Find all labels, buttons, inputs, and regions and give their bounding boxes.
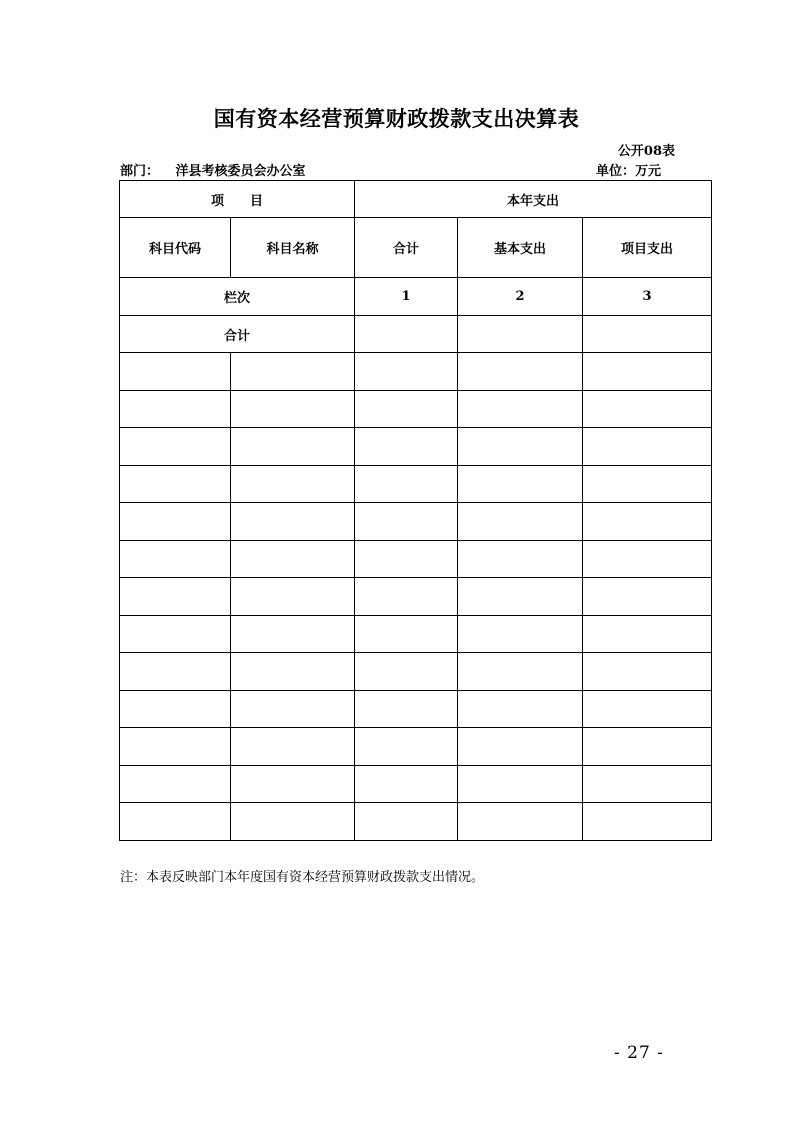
table-cell	[120, 428, 231, 466]
table-cell	[120, 578, 231, 616]
department-label: 部门：	[120, 164, 160, 179]
table-cell	[120, 353, 231, 391]
table-cell	[120, 690, 231, 728]
table-cell	[583, 390, 712, 428]
table-cell	[583, 353, 712, 391]
table-row	[120, 728, 712, 766]
table-cell	[583, 653, 712, 691]
table-cell	[458, 690, 583, 728]
table-cell	[231, 465, 355, 503]
header-total: 合计	[355, 218, 458, 278]
table-cell	[458, 465, 583, 503]
table-cell	[355, 465, 458, 503]
table-cell	[231, 503, 355, 541]
table-cell	[120, 540, 231, 578]
total-cell	[583, 316, 712, 353]
document-title: 国有资本经营预算财政拨款支出决算表	[213, 106, 580, 131]
table-cell	[583, 503, 712, 541]
table-cell	[231, 615, 355, 653]
table-row	[120, 690, 712, 728]
header-subject-code: 科目代码	[120, 218, 231, 278]
department-line	[120, 160, 670, 179]
table-cell	[355, 390, 458, 428]
table-row	[120, 578, 712, 616]
column-number-1: 1	[355, 278, 458, 316]
total-row	[120, 316, 712, 353]
table-cell	[231, 428, 355, 466]
table-cell	[583, 690, 712, 728]
table-cell	[355, 690, 458, 728]
table-cell	[458, 503, 583, 541]
table-row	[120, 540, 712, 578]
table-cell	[120, 728, 231, 766]
table-cell	[583, 615, 712, 653]
table-cell	[583, 765, 712, 803]
table-cell	[355, 428, 458, 466]
table-cell	[120, 765, 231, 803]
header-project-expenditure: 项目支出	[583, 218, 712, 278]
header-item: 项 目	[120, 181, 355, 218]
table-row	[120, 428, 712, 466]
table-cell	[583, 428, 712, 466]
expenditure-table	[119, 180, 712, 841]
table-cell	[458, 428, 583, 466]
table-cell	[120, 803, 231, 841]
table-cell	[458, 540, 583, 578]
total-row-label: 合计	[120, 316, 355, 353]
table-cell	[231, 540, 355, 578]
total-cell	[458, 316, 583, 353]
table-cell	[355, 578, 458, 616]
table-cell	[458, 353, 583, 391]
table-cell	[458, 578, 583, 616]
table-cell	[355, 803, 458, 841]
table-row	[120, 465, 712, 503]
table-cell	[458, 803, 583, 841]
table-cell	[583, 728, 712, 766]
table-row	[120, 615, 712, 653]
column-number-2: 2	[458, 278, 583, 316]
table-cell	[355, 540, 458, 578]
form-code: 公开08表	[617, 144, 675, 159]
table-cell	[583, 803, 712, 841]
table-cell	[231, 653, 355, 691]
table-cell	[231, 690, 355, 728]
total-cell	[355, 316, 458, 353]
header-basic-expenditure: 基本支出	[458, 218, 583, 278]
table-cell	[458, 653, 583, 691]
column-number-3: 3	[583, 278, 712, 316]
table-cell	[583, 578, 712, 616]
table-cell	[231, 578, 355, 616]
table-cell	[355, 653, 458, 691]
table-cell	[583, 465, 712, 503]
header-subject-name: 科目名称	[231, 218, 355, 278]
table-cell	[120, 503, 231, 541]
table-cell	[231, 765, 355, 803]
table-row	[120, 353, 712, 391]
table-row	[120, 503, 712, 541]
table-cell	[355, 503, 458, 541]
table-cell	[458, 615, 583, 653]
table-row	[120, 765, 712, 803]
table-cell	[231, 728, 355, 766]
table-cell	[355, 765, 458, 803]
table-cell	[355, 353, 458, 391]
table-header-row	[120, 181, 712, 218]
table-cell	[231, 390, 355, 428]
table-cell	[583, 540, 712, 578]
table-subheader-row	[120, 218, 712, 278]
header-current-year-expenditure: 本年支出	[355, 181, 712, 218]
column-number-label: 栏次	[120, 278, 355, 316]
table-cell	[120, 390, 231, 428]
table-cell	[458, 728, 583, 766]
unit-label: 单位：万元	[595, 164, 661, 179]
table-cell	[120, 465, 231, 503]
table-cell	[120, 653, 231, 691]
department-name: 洋县考核委员会办公室	[175, 164, 306, 179]
table-cell	[231, 353, 355, 391]
table-row	[120, 390, 712, 428]
table-note: 注：本表反映部门本年度国有资本经营预算财政拨款支出情况。	[120, 870, 485, 885]
table-cell	[231, 803, 355, 841]
table-row	[120, 803, 712, 841]
table-cell	[458, 390, 583, 428]
table-cell	[355, 615, 458, 653]
column-number-row	[120, 278, 712, 316]
table-cell	[355, 728, 458, 766]
page-number: - 27 -	[614, 1043, 664, 1063]
table-cell	[120, 615, 231, 653]
table-cell	[458, 765, 583, 803]
table-row	[120, 653, 712, 691]
